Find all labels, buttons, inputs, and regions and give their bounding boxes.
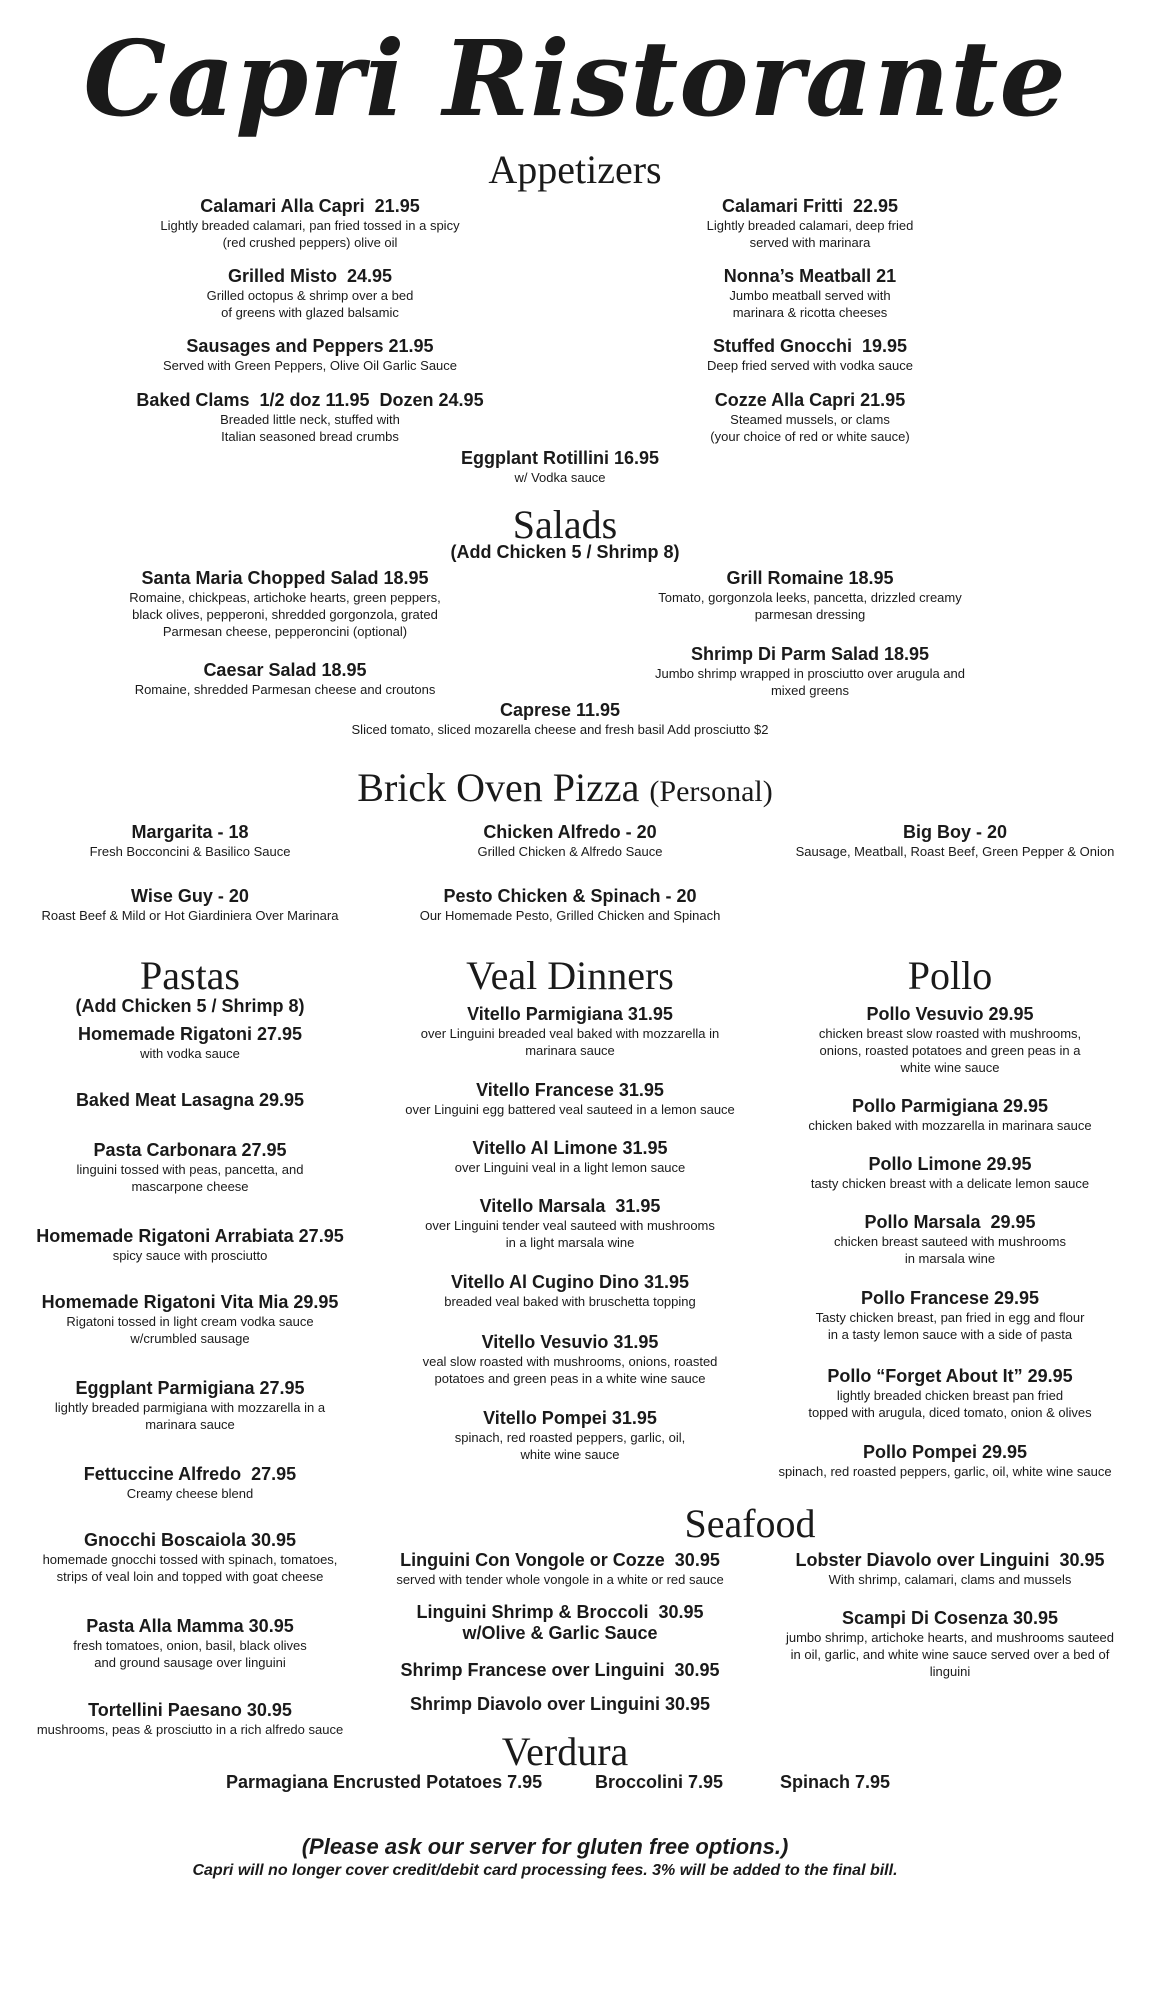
menu-item bbox=[750, 1550, 1150, 1588]
item-name: Margarita - 18 bbox=[131, 822, 249, 842]
item-desc: fresh tomatoes, onion, basil, black olives and ground sausage over linguini bbox=[73, 1638, 307, 1670]
item-name: Pollo Pompei 29.95 bbox=[862, 1442, 1028, 1462]
menu-item bbox=[380, 1080, 760, 1118]
item-name: Scampi Di Cosenza 30.95 bbox=[841, 1608, 1059, 1628]
item-desc: w/ Vodka sauce bbox=[514, 470, 606, 485]
item-name: Vitello Vesuvio 31.95 bbox=[481, 1332, 659, 1352]
menu-item bbox=[760, 1096, 1140, 1134]
menu-item bbox=[760, 822, 1150, 860]
item-name: Eggplant Rotillini 16.95 bbox=[460, 448, 660, 468]
item-desc: Romaine, chickpeas, artichoke hearts, green peppers, black olives, pepperoni, shredded gorgonzola, grated Parmesan cheese, pepperoncini (optional) bbox=[129, 590, 441, 639]
item-desc: linguini tossed with peas, pancetta, and mascarpone cheese bbox=[76, 1162, 304, 1194]
item-name: Grilled Misto 24.95 bbox=[227, 266, 393, 286]
item-name: Shrimp Francese over Linguini 30.95 bbox=[400, 1660, 720, 1680]
menu-item bbox=[370, 1550, 750, 1588]
pizza-size-note: (Personal) bbox=[649, 775, 773, 808]
item-name: Vitello Al Cugino Dino 31.95 bbox=[450, 1272, 690, 1292]
menu-item bbox=[370, 1602, 750, 1644]
item-name: Big Boy - 20 bbox=[902, 822, 1008, 842]
item-desc: With shrimp, calamari, clams and mussels bbox=[828, 1572, 1072, 1587]
menu-item bbox=[0, 822, 380, 860]
item-desc: Lightly breaded calamari, deep fried served with marinara bbox=[706, 218, 914, 250]
item-name: Wise Guy - 20 bbox=[131, 886, 249, 906]
menu-item bbox=[0, 1530, 380, 1585]
menu-item bbox=[760, 1288, 1140, 1343]
item-name: Cozze Alla Capri 21.95 bbox=[714, 390, 906, 410]
pastas-addons: (Add Chicken 5 / Shrimp 8) bbox=[75, 996, 305, 1016]
menu-item bbox=[590, 644, 1030, 699]
menu-item bbox=[760, 1004, 1140, 1076]
item-name: Vitello Parmigiana 31.95 bbox=[467, 1004, 673, 1024]
card-fee-note: Capri will no longer cover credit/debit card processing fees. 3% will be added to the final bill. bbox=[192, 1862, 898, 1879]
appetizers-heading: Appetizers bbox=[488, 147, 662, 192]
salads-addons: (Add Chicken 5 / Shrimp 8) bbox=[450, 542, 680, 562]
menu-item bbox=[360, 448, 760, 486]
item-name: Lobster Diavolo over Linguini 30.95 bbox=[795, 1550, 1105, 1570]
item-name: Pesto Chicken & Spinach - 20 bbox=[443, 886, 697, 906]
item-desc: with vodka sauce bbox=[140, 1046, 240, 1061]
item-name: Shrimp Diavolo over Linguini 30.95 bbox=[409, 1694, 711, 1714]
item-desc: Grilled octopus & shrimp over a bed of greens with glazed balsamic bbox=[206, 288, 414, 320]
menu-item bbox=[260, 700, 860, 738]
item-desc: Sliced tomato, sliced mozarella cheese and fresh basil Add prosciutto $2 bbox=[351, 722, 769, 737]
menu-item bbox=[380, 822, 760, 860]
menu-item bbox=[60, 568, 510, 640]
menu-item bbox=[60, 660, 510, 698]
item-desc: over Linguini breaded veal baked with mozzarella in marinara sauce bbox=[420, 1026, 720, 1058]
item-name: Pollo Limone 29.95 bbox=[868, 1154, 1032, 1174]
item-desc: Jumbo meatball served with marinara & ricotta cheeses bbox=[729, 288, 891, 320]
verdura-heading: Verdura bbox=[501, 1729, 629, 1774]
item-name: Shrimp Di Parm Salad 18.95 bbox=[690, 644, 930, 664]
item-name: Homemade Rigatoni Vita Mia 29.95 bbox=[41, 1292, 339, 1312]
menu-item bbox=[380, 1408, 760, 1463]
veal-heading: Veal Dinners bbox=[466, 953, 674, 998]
menu-item bbox=[380, 1196, 760, 1251]
menu-item bbox=[610, 336, 1010, 374]
salads-heading: Salads bbox=[512, 502, 618, 547]
menu-item bbox=[610, 266, 1010, 321]
item-name: Pollo Francese 29.95 bbox=[860, 1288, 1040, 1308]
item-desc: chicken breast sauteed with mushrooms in marsala wine bbox=[834, 1234, 1066, 1266]
item-desc: homemade gnocchi tossed with spinach, tomatoes, strips of veal loin and topped with goat cheese bbox=[42, 1552, 338, 1584]
item-name: Homemade Rigatoni 27.95 bbox=[77, 1024, 303, 1044]
item-desc: Roast Beef & Mild or Hot Giardiniera Over Marinara bbox=[41, 908, 339, 923]
item-name: Sausages and Peppers 21.95 bbox=[186, 336, 434, 356]
item-name: Vitello Francese 31.95 bbox=[476, 1080, 664, 1100]
menu-item bbox=[610, 390, 1010, 445]
item-name: Santa Maria Chopped Salad 18.95 bbox=[141, 568, 429, 588]
gluten-free-note: (Please ask our server for gluten free options.) bbox=[301, 1834, 789, 1859]
item-desc: spicy sauce with prosciutto bbox=[112, 1248, 268, 1263]
item-name: Eggplant Parmigiana 27.95 bbox=[75, 1378, 305, 1398]
menu-item bbox=[0, 1464, 380, 1502]
menu-item bbox=[590, 568, 1030, 623]
item-desc: chicken baked with mozzarella in marinara sauce bbox=[808, 1118, 1092, 1133]
item-desc: Romaine, shredded Parmesan cheese and croutons bbox=[134, 682, 436, 697]
item-desc: breaded veal baked with bruschetta topping bbox=[444, 1294, 696, 1309]
item-desc: jumbo shrimp, artichoke hearts, and mushrooms sauteed in oil, garlic, and white wine sauce served over a bed of linguini bbox=[785, 1630, 1115, 1679]
item-name: Baked Clams 1/2 doz 11.95 Dozen 24.95 bbox=[136, 390, 484, 410]
menu-item bbox=[740, 1442, 1150, 1480]
item-desc: spinach, red roasted peppers, garlic, oil, white wine sauce bbox=[778, 1464, 1112, 1479]
menu-item bbox=[760, 1366, 1140, 1421]
pastas-heading: Pastas bbox=[140, 953, 240, 998]
item-name: Pasta Alla Mamma 30.95 bbox=[86, 1616, 294, 1636]
seafood-heading: Seafood bbox=[684, 1501, 816, 1546]
menu-item bbox=[0, 1024, 380, 1062]
item-desc: over Linguini tender veal sauteed with mushrooms in a light marsala wine bbox=[425, 1218, 715, 1250]
item-name: Caesar Salad 18.95 bbox=[203, 660, 367, 680]
menu-item bbox=[370, 1660, 750, 1681]
item-name: Calamari Alla Capri 21.95 bbox=[200, 196, 420, 216]
menu-item bbox=[380, 1004, 760, 1059]
item-desc: Rigatoni tossed in light cream vodka sauce w/crumbled sausage bbox=[66, 1314, 314, 1346]
item-name: Fettuccine Alfredo 27.95 bbox=[83, 1464, 297, 1484]
item-desc: over Linguini egg battered veal sauteed in a lemon sauce bbox=[405, 1102, 735, 1117]
item-desc: veal slow roasted with mushrooms, onions, roasted potatoes and green peas in a white wine sauce bbox=[422, 1354, 718, 1386]
side-item: Broccolini 7.95 bbox=[595, 1772, 724, 1792]
item-name: Homemade Rigatoni Arrabiata 27.95 bbox=[36, 1226, 344, 1246]
item-desc: served with tender whole vongole in a white or red sauce bbox=[396, 1572, 724, 1587]
menu-item bbox=[0, 1090, 380, 1111]
item-name: Linguini Shrimp & Broccoli 30.95 w/Olive & Garlic Sauce bbox=[416, 1602, 704, 1643]
pizza-heading bbox=[0, 765, 1130, 810]
item-desc: Jumbo shrimp wrapped in prosciutto over arugula and mixed greens bbox=[654, 666, 965, 698]
item-name: Grill Romaine 18.95 bbox=[726, 568, 894, 588]
item-name: Pollo Parmigiana 29.95 bbox=[851, 1096, 1049, 1116]
item-name: Stuffed Gnocchi 19.95 bbox=[712, 336, 908, 356]
item-name: Tortellini Paesano 30.95 bbox=[88, 1700, 292, 1720]
item-desc: Deep fried served with vodka sauce bbox=[707, 358, 913, 373]
item-desc: lightly breaded chicken breast pan fried topped with arugula, diced tomato, onion & olives bbox=[808, 1388, 1092, 1420]
item-desc: tasty chicken breast with a delicate lemon sauce bbox=[810, 1176, 1090, 1191]
menu-item bbox=[110, 266, 510, 321]
item-desc: Creamy cheese blend bbox=[126, 1486, 254, 1501]
item-name: Chicken Alfredo - 20 bbox=[483, 822, 657, 842]
menu-item bbox=[380, 1332, 760, 1387]
item-name: Caprese 11.95 bbox=[499, 700, 621, 720]
item-desc: lightly breaded parmigiana with mozzarella in a marinara sauce bbox=[54, 1400, 326, 1432]
item-name: Vitello Al Limone 31.95 bbox=[472, 1138, 668, 1158]
item-desc: Sausage, Meatball, Roast Beef, Green Pepper & Onion bbox=[795, 844, 1115, 859]
menu-item bbox=[0, 1226, 380, 1264]
item-name: Nonna’s Meatball 21 bbox=[723, 266, 897, 286]
menu-item bbox=[380, 1272, 760, 1310]
pollo-heading: Pollo bbox=[907, 953, 993, 998]
item-name: Vitello Marsala 31.95 bbox=[479, 1196, 661, 1216]
menu-item bbox=[110, 196, 510, 251]
menu-item bbox=[610, 196, 1010, 251]
item-name: Pasta Carbonara 27.95 bbox=[93, 1140, 287, 1160]
side-item: Parmagiana Encrusted Potatoes 7.95 bbox=[226, 1772, 543, 1792]
menu-item bbox=[110, 336, 510, 374]
item-name: Linguini Con Vongole or Cozze 30.95 bbox=[400, 1550, 720, 1570]
item-desc: Tasty chicken breast, pan fried in egg and flour in a tasty lemon sauce with a side of pasta bbox=[815, 1310, 1085, 1342]
item-name: Pollo Vesuvio 29.95 bbox=[866, 1004, 1034, 1024]
item-desc: Our Homemade Pesto, Grilled Chicken and Spinach bbox=[419, 908, 721, 923]
item-desc: Breaded little neck, stuffed with Italian seasoned bread crumbs bbox=[220, 412, 400, 444]
menu-item bbox=[760, 1154, 1140, 1192]
menu-item bbox=[110, 390, 510, 445]
menu-item bbox=[0, 1292, 380, 1347]
item-desc: mushrooms, peas & prosciutto in a rich alfredo sauce bbox=[36, 1722, 344, 1737]
menu-item bbox=[380, 1138, 760, 1176]
menu-item bbox=[0, 1616, 380, 1671]
side-item: Spinach 7.95 bbox=[780, 1772, 891, 1792]
item-desc: Fresh Bocconcini & Basilico Sauce bbox=[89, 844, 291, 859]
menu-item bbox=[750, 1608, 1150, 1680]
item-desc: Grilled Chicken & Alfredo Sauce bbox=[477, 844, 663, 859]
item-desc: over Linguini veal in a light lemon sauce bbox=[454, 1160, 686, 1175]
item-name: Baked Meat Lasagna 29.95 bbox=[75, 1090, 305, 1110]
item-desc: chicken breast slow roasted with mushrooms, onions, roasted potatoes and green peas in a white wine sauce bbox=[818, 1026, 1082, 1075]
item-desc: Steamed mussels, or clams (your choice of red or white sauce) bbox=[710, 412, 910, 444]
menu-item bbox=[0, 886, 380, 924]
item-desc: Served with Green Peppers, Olive Oil Garlic Sauce bbox=[162, 358, 458, 373]
menu-item bbox=[760, 1212, 1140, 1267]
menu-item bbox=[380, 886, 760, 924]
menu-item bbox=[0, 1378, 380, 1433]
item-name: Pollo “Forget About It” 29.95 bbox=[827, 1366, 1073, 1386]
item-name: Pollo Marsala 29.95 bbox=[864, 1212, 1036, 1232]
restaurant-title: Capri Ristorante bbox=[83, 17, 1067, 140]
item-name: Vitello Pompei 31.95 bbox=[483, 1408, 657, 1428]
item-desc: Lightly breaded calamari, pan fried tossed in a spicy (red crushed peppers) olive oil bbox=[160, 218, 460, 250]
item-desc: Tomato, gorgonzola leeks, pancetta, drizzled creamy parmesan dressing bbox=[658, 590, 962, 622]
menu-item bbox=[370, 1694, 750, 1715]
item-name: Gnocchi Boscaiola 30.95 bbox=[83, 1530, 297, 1550]
item-desc: spinach, red roasted peppers, garlic, oil, white wine sauce bbox=[454, 1430, 686, 1462]
menu-item bbox=[0, 1140, 380, 1195]
pizza-title: Brick Oven Pizza bbox=[357, 765, 640, 810]
item-name: Calamari Fritti 22.95 bbox=[721, 196, 899, 216]
